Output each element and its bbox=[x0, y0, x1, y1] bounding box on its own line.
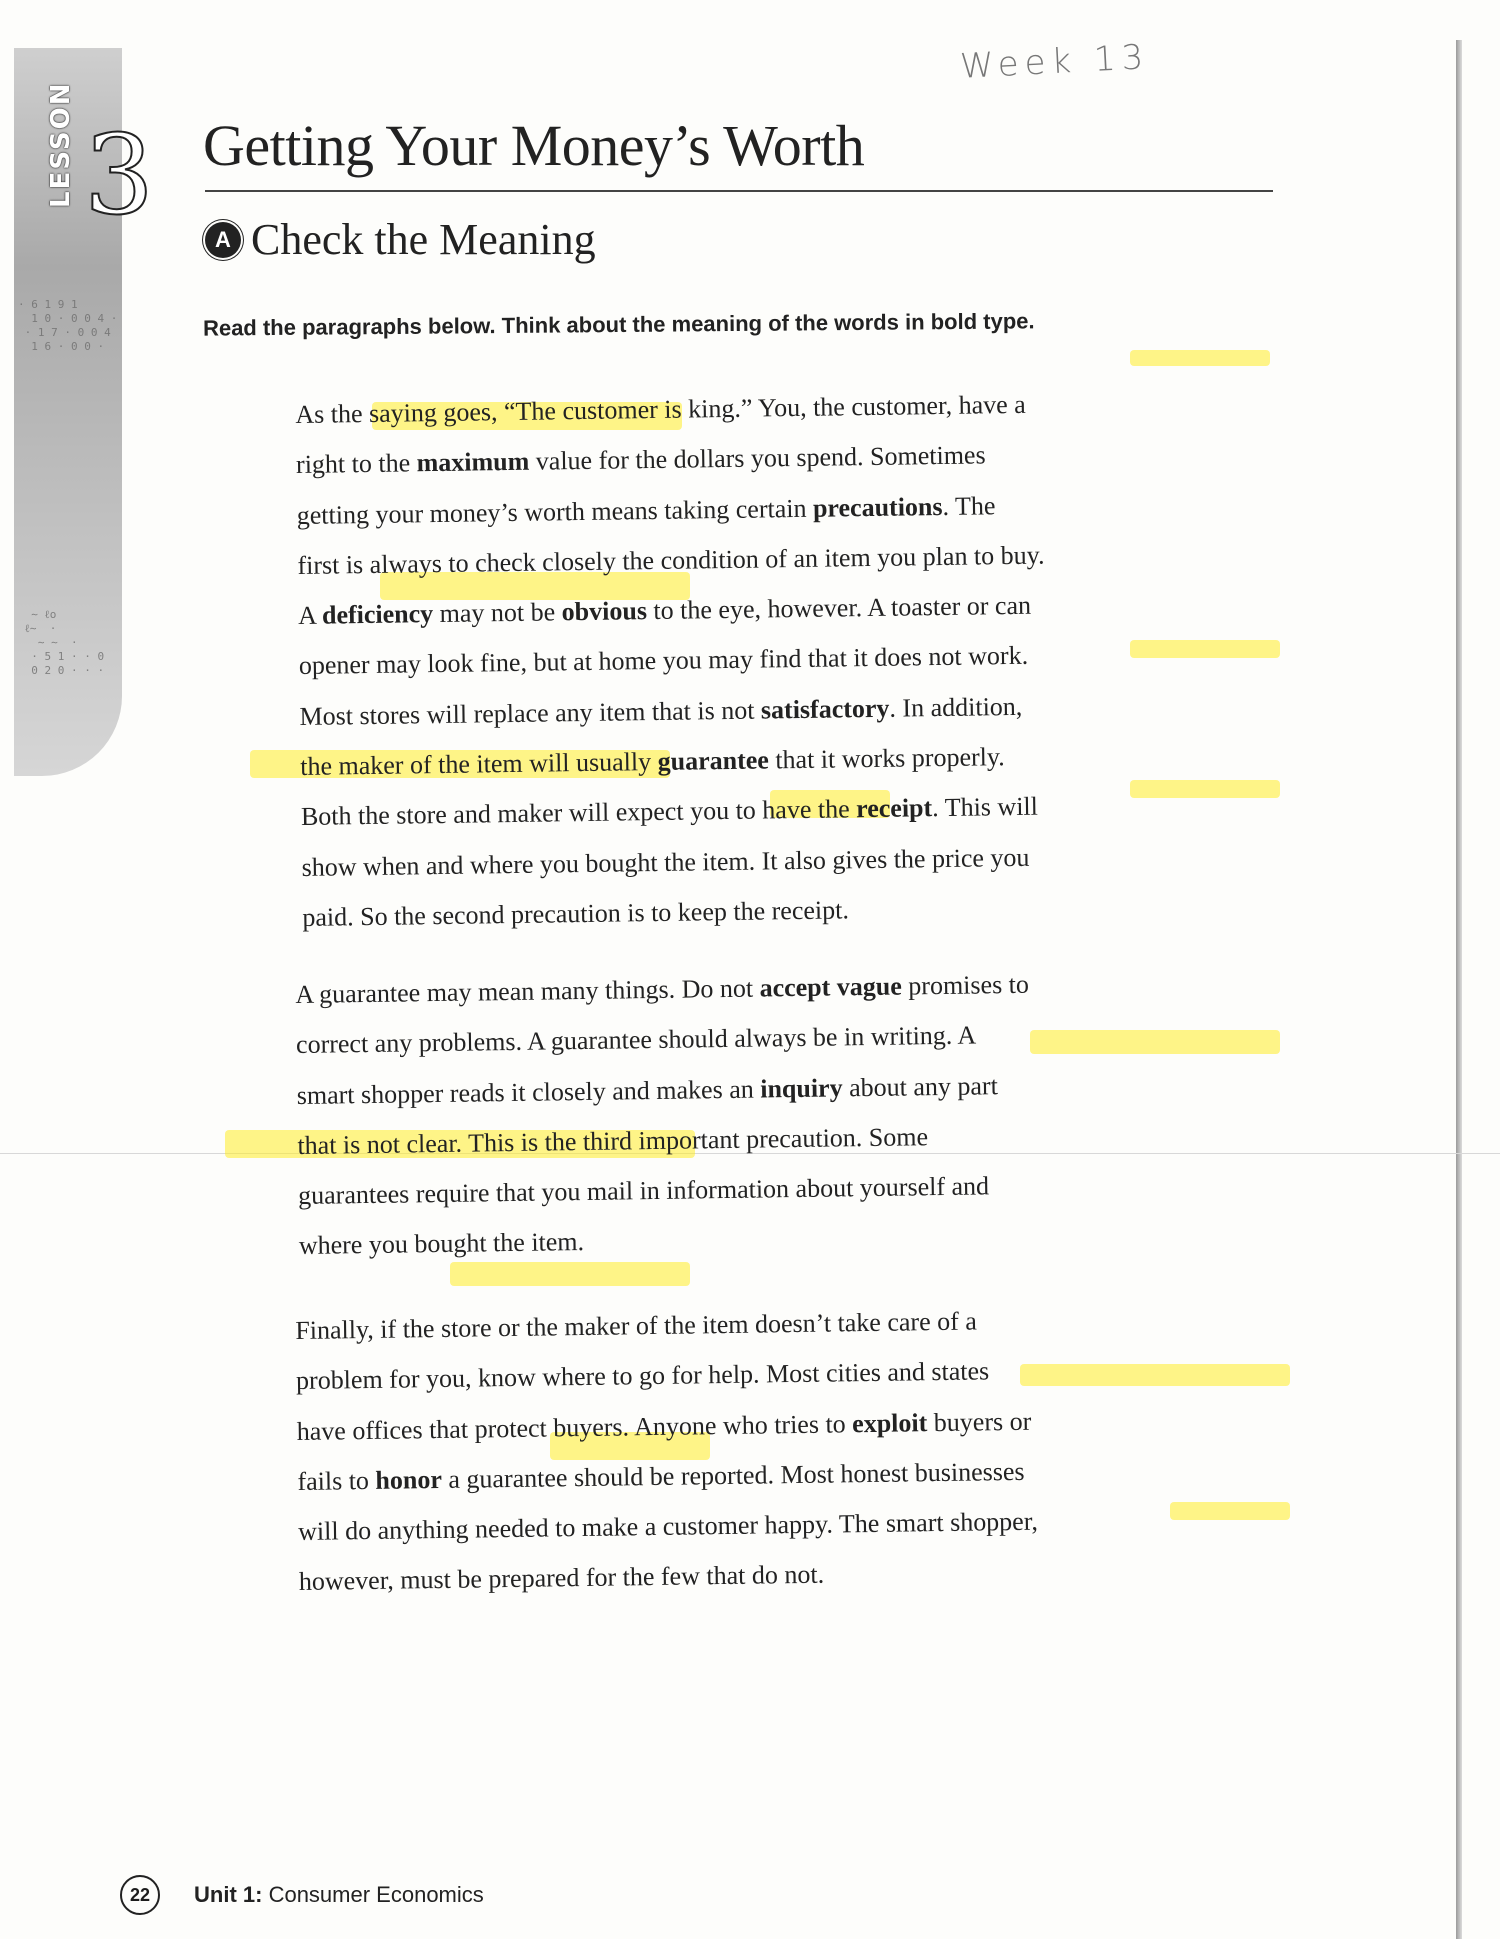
text-segment: right to the bbox=[295, 448, 417, 480]
text-segment: about any part bbox=[842, 1070, 999, 1102]
highlight-mark bbox=[1130, 350, 1270, 366]
text-segment: where you bought the item. bbox=[298, 1227, 585, 1261]
text-segment: show when and where you bought the item. It also gives the price you bbox=[301, 842, 1030, 882]
section-letter-badge: A bbox=[205, 222, 241, 258]
text-segment: . In addition, bbox=[889, 691, 1023, 723]
text-segment: Both the store and maker will expect you to have the bbox=[300, 794, 857, 832]
text-segment: . The bbox=[942, 490, 996, 521]
text-segment: promises to bbox=[901, 969, 1030, 1001]
text-segment: to the eye, however. A toaster or can bbox=[646, 590, 1032, 626]
text-segment: Finally, if the store or the maker of the item doesn’t take care of a bbox=[295, 1306, 978, 1345]
bold-vocabulary-word: accept vague bbox=[759, 971, 903, 1003]
text-segment: value for the dollars you spend. Sometimes bbox=[529, 440, 986, 477]
bold-vocabulary-word: inquiry bbox=[760, 1072, 843, 1104]
text-segment: correct any problems. A guarantee should always be in writing. A bbox=[295, 1020, 977, 1060]
text-segment: problem for you, know where to go for help. Most cities and states bbox=[295, 1356, 990, 1396]
instructions: Read the paragraphs below. Think about the meaning of the words in bold type. bbox=[202, 308, 1035, 341]
lesson-label: LESSON bbox=[46, 81, 76, 208]
page-number: 22 bbox=[120, 1875, 160, 1915]
bold-vocabulary-word: obvious bbox=[561, 596, 648, 627]
text-segment: have offices that protect buyers. Anyone who tries to bbox=[296, 1408, 853, 1446]
unit-number: Unit 1: bbox=[194, 1882, 263, 1907]
text-segment: A guarantee may mean many things. Do not bbox=[295, 973, 760, 1009]
text-segment: opener may look fine, but at home you may find that it does not work. bbox=[298, 641, 1029, 681]
text-segment: a guarantee should be reported. Most honest businesses bbox=[441, 1456, 1025, 1494]
page-edge-shadow bbox=[1456, 40, 1462, 1939]
text-segment: that it works properly. bbox=[768, 742, 1005, 775]
text-segment: buyers or bbox=[927, 1406, 1032, 1437]
paragraph-3 bbox=[295, 1293, 1199, 1607]
page-footer bbox=[120, 1875, 484, 1915]
bold-vocabulary-word: deficiency bbox=[321, 599, 434, 630]
background-scribble: · 6 1 9 1 1 0 · 0 0 4 · · 1 7 · 0 0 4 1 6 · 0 0 · bbox=[18, 298, 118, 353]
unit-title: Consumer Economics bbox=[268, 1882, 484, 1907]
text-segment: the maker of the item will usually bbox=[300, 747, 658, 782]
text-segment: first is always to check closely the condition of an item you plan to buy. bbox=[297, 540, 1045, 580]
bold-vocabulary-word: exploit bbox=[851, 1407, 928, 1438]
page-title: Getting Your Money’s Worth bbox=[203, 113, 865, 178]
lesson-number: 3 bbox=[84, 111, 154, 239]
bold-vocabulary-word: receipt bbox=[855, 793, 933, 824]
text-segment: Most stores will replace any item that is not bbox=[299, 695, 762, 731]
text-segment: smart shopper reads it closely and makes an bbox=[296, 1074, 761, 1110]
text-segment: guarantees require that you mail in information about yourself and bbox=[297, 1171, 990, 1211]
title-divider bbox=[205, 190, 1273, 192]
text-segment: getting your money’s worth means taking certain bbox=[296, 493, 814, 530]
bold-vocabulary-word: honor bbox=[375, 1464, 443, 1495]
text-segment: A bbox=[297, 600, 323, 631]
section-title: Check the Meaning bbox=[251, 215, 596, 264]
text-segment: fails to bbox=[297, 1465, 376, 1496]
background-scribble: ∼ ℓo ℓ∼ · ∼ ∼ · · 5 1 · · 0 0 2 0 · · · bbox=[24, 608, 105, 677]
unit-label bbox=[194, 1882, 484, 1908]
bold-vocabulary-word: satisfactory bbox=[760, 693, 890, 725]
bold-vocabulary-word: precautions bbox=[812, 491, 943, 523]
text-segment: may not be bbox=[432, 597, 562, 629]
text-segment: that is not clear. This is the third important precaution. Some bbox=[297, 1122, 929, 1160]
text-segment: will do anything needed to make a customer happy. The smart shopper, bbox=[297, 1506, 1039, 1547]
paragraph-2 bbox=[295, 957, 1199, 1271]
text-segment: paid. So the second precaution is to keep the receipt. bbox=[302, 895, 850, 932]
text-segment: . This will bbox=[931, 792, 1039, 823]
bold-vocabulary-word: guarantee bbox=[657, 745, 770, 777]
text-segment: As the saying goes, “The customer is king.” You, the customer, have a bbox=[295, 389, 1026, 429]
section-heading bbox=[205, 214, 596, 265]
paragraph-1 bbox=[295, 377, 1203, 943]
handwritten-week-note: Week 13 bbox=[959, 37, 1151, 87]
bold-vocabulary-word: maximum bbox=[416, 447, 530, 478]
text-segment: however, must be prepared for the few that do not. bbox=[298, 1560, 825, 1597]
